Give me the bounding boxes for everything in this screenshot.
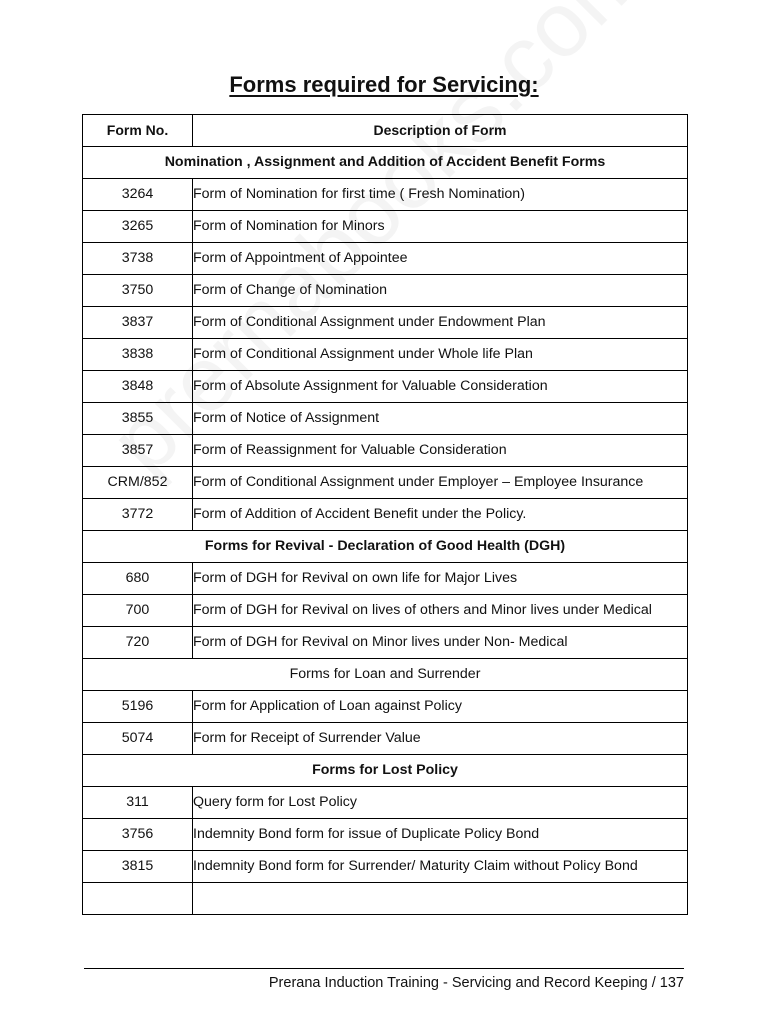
form-description: Form of Conditional Assignment under Employer – Employee Insurance — [193, 467, 688, 499]
table-row — [83, 851, 688, 883]
form-number: 720 — [83, 627, 193, 659]
form-description: Query form for Lost Policy — [193, 787, 688, 819]
table-row — [83, 371, 688, 403]
table-row — [83, 179, 688, 211]
form-description: Form of Reassignment for Valuable Consideration — [193, 435, 688, 467]
form-number: 3756 — [83, 819, 193, 851]
form-description: Form of Conditional Assignment under Whole life Plan — [193, 339, 688, 371]
table-row — [83, 339, 688, 371]
section-title: Forms for Lost Policy — [83, 755, 688, 787]
form-number: 3750 — [83, 275, 193, 307]
table-row — [83, 499, 688, 531]
page-title: Forms required for Servicing: — [229, 72, 539, 97]
form-number: 3855 — [83, 403, 193, 435]
table-row — [83, 595, 688, 627]
form-number: 3772 — [83, 499, 193, 531]
form-number: 3264 — [83, 179, 193, 211]
page-footer: Prerana Induction Training - Servicing and Record Keeping / 137 — [268, 975, 684, 991]
form-description: Form of Change of Nomination — [193, 275, 688, 307]
section-row — [83, 659, 688, 691]
form-number: 3857 — [83, 435, 193, 467]
form-description: Indemnity Bond form for Surrender/ Maturity Claim without Policy Bond — [193, 851, 688, 883]
form-number: 3265 — [83, 211, 193, 243]
form-description: Form of Nomination for first time ( Fresh Nomination) — [193, 179, 688, 211]
section-row — [83, 531, 688, 563]
form-number: 700 — [83, 595, 193, 627]
table-row — [83, 627, 688, 659]
table-row — [83, 787, 688, 819]
table-row — [83, 243, 688, 275]
form-description: Form of Appointment of Appointee — [193, 243, 688, 275]
form-number: 5074 — [83, 723, 193, 755]
form-description: Form of DGH for Revival on own life for Major Lives — [193, 563, 688, 595]
form-description: Form of Absolute Assignment for Valuable Consideration — [193, 371, 688, 403]
section-row — [83, 755, 688, 787]
table-row — [83, 883, 688, 915]
table-row — [83, 691, 688, 723]
form-number: 3848 — [83, 371, 193, 403]
table-row — [83, 275, 688, 307]
header-description: Description of Form — [193, 115, 688, 147]
table-row — [83, 563, 688, 595]
header-form-no: Form No. — [83, 115, 193, 147]
form-number — [83, 883, 193, 915]
form-number: 3815 — [83, 851, 193, 883]
forms-table — [82, 114, 688, 915]
form-description: Form of Conditional Assignment under Endowment Plan — [193, 307, 688, 339]
form-number: 3738 — [83, 243, 193, 275]
table-row — [83, 467, 688, 499]
section-title: Nomination , Assignment and Addition of Accident Benefit Forms — [83, 147, 688, 179]
form-number: 311 — [83, 787, 193, 819]
form-description: Form of Nomination for Minors — [193, 211, 688, 243]
form-number: 5196 — [83, 691, 193, 723]
footer-divider — [84, 968, 684, 969]
form-description: Form for Application of Loan against Policy — [193, 691, 688, 723]
table-header-row — [83, 115, 688, 147]
table-row — [83, 403, 688, 435]
form-description — [193, 883, 688, 915]
table-row — [83, 211, 688, 243]
form-description: Form of Notice of Assignment — [193, 403, 688, 435]
form-description: Form of DGH for Revival on lives of others and Minor lives under Medical — [193, 595, 688, 627]
form-description: Form of DGH for Revival on Minor lives under Non- Medical — [193, 627, 688, 659]
section-row — [83, 147, 688, 179]
form-description: Indemnity Bond form for issue of Duplicate Policy Bond — [193, 819, 688, 851]
form-description: Form for Receipt of Surrender Value — [193, 723, 688, 755]
table-row — [83, 435, 688, 467]
table-row — [83, 819, 688, 851]
section-title: Forms for Revival - Declaration of Good Health (DGH) — [83, 531, 688, 563]
form-number: 680 — [83, 563, 193, 595]
table-row — [83, 307, 688, 339]
section-title: Forms for Loan and Surrender — [83, 659, 688, 691]
form-number: 3838 — [83, 339, 193, 371]
table-row — [83, 723, 688, 755]
table-body — [83, 147, 688, 915]
form-number: 3837 — [83, 307, 193, 339]
form-description: Form of Addition of Accident Benefit under the Policy. — [193, 499, 688, 531]
form-number: CRM/852 — [83, 467, 193, 499]
